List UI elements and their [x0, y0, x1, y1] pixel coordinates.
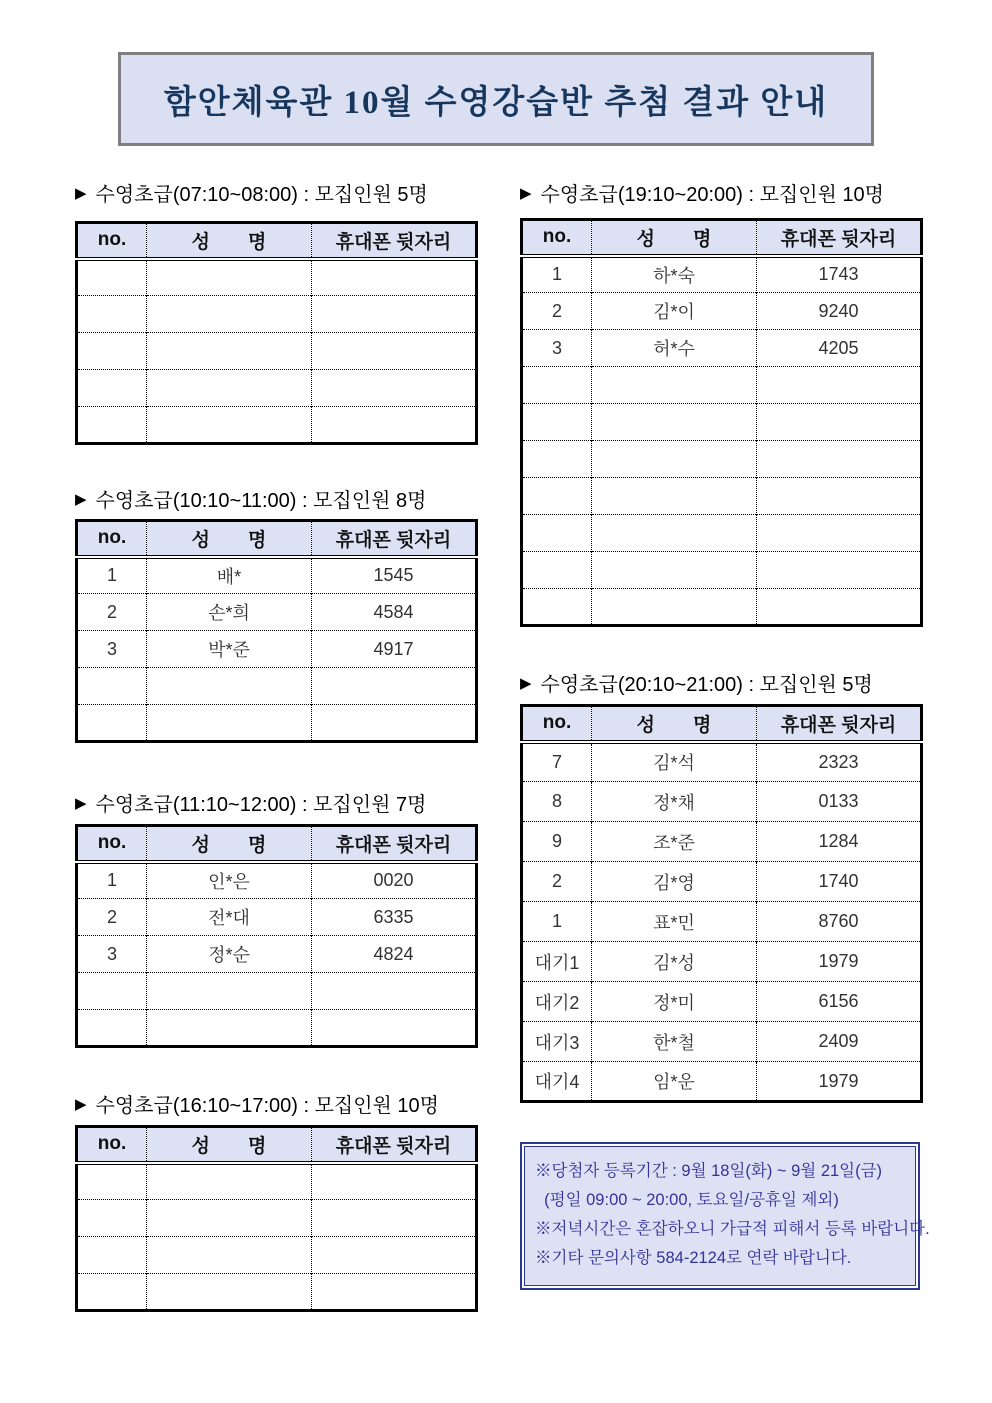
table-cell — [312, 370, 477, 407]
table-row — [522, 293, 922, 330]
column-header: 휴대폰 뒷자리 — [312, 223, 477, 259]
table-cell — [77, 333, 147, 370]
table-row — [77, 557, 477, 594]
table-cell: 한*철 — [592, 1022, 757, 1062]
table-cell: 1 — [106, 870, 117, 891]
table-cell — [312, 259, 477, 296]
column-header: 성 명 — [592, 706, 757, 742]
table-cell: 1979 — [757, 1062, 922, 1102]
table-cell: 정*순 — [147, 936, 312, 973]
table-cell: 1 — [106, 565, 117, 586]
column-header: 휴대폰 뒷자리 — [757, 220, 922, 256]
table-cell: 2 — [77, 899, 147, 936]
table-row — [522, 256, 922, 293]
table-row — [77, 1010, 477, 1047]
table-cell: 2 — [77, 594, 147, 631]
section-heading-2010 — [520, 668, 873, 697]
table-cell — [312, 705, 477, 742]
table-cell: 2 — [522, 293, 592, 330]
table-cell — [147, 1163, 312, 1200]
column-header: 성 명 — [147, 826, 312, 862]
table-cell: 8760 — [757, 902, 922, 942]
table-row — [77, 1200, 477, 1237]
table-cell: 1740 — [757, 862, 922, 902]
table-cell — [147, 333, 312, 370]
table-cell — [312, 668, 477, 705]
table-row — [77, 370, 477, 407]
table-row — [522, 552, 922, 589]
table-cell: 정*채 — [592, 782, 757, 822]
table-cell: 1284 — [757, 822, 922, 862]
table-cell — [77, 370, 147, 407]
table-cell — [77, 296, 147, 333]
table-cell — [147, 668, 312, 705]
table-cell — [757, 367, 922, 404]
column-header: 휴대폰 뒷자리 — [757, 706, 922, 742]
table-cell: 9240 — [757, 293, 922, 330]
table-cell — [522, 515, 592, 552]
table-row — [522, 589, 922, 626]
table-row — [522, 330, 922, 367]
table-cell: 1743 — [757, 256, 922, 293]
table-cell — [757, 478, 922, 515]
table-cell — [147, 973, 312, 1010]
table-cell: 김*석 — [592, 742, 757, 782]
table-row — [522, 1022, 922, 1062]
column-header: no. — [77, 1127, 147, 1163]
results-table-2010 — [520, 704, 923, 1103]
table-cell — [312, 1237, 477, 1274]
table-row — [522, 404, 922, 441]
table-cell — [147, 1010, 312, 1047]
table-row — [77, 705, 477, 742]
table-cell: 조*준 — [592, 822, 757, 862]
table-cell: 배* — [147, 557, 312, 594]
table-cell — [77, 1200, 147, 1237]
table-cell: 3 — [522, 330, 592, 367]
table-cell — [77, 705, 147, 742]
table-row — [77, 296, 477, 333]
table-cell: 김*이 — [592, 293, 757, 330]
table-row — [522, 367, 922, 404]
table-row — [522, 478, 922, 515]
table-cell — [312, 407, 477, 444]
section-heading-label: 수영초급(11:10~12:00) : 모집인원 7명 — [95, 794, 427, 816]
table-cell — [312, 296, 477, 333]
table-cell — [77, 407, 147, 444]
column-header: 휴대폰 뒷자리 — [312, 1127, 477, 1163]
table-cell — [147, 407, 312, 444]
triangle-bullet-icon: ▶ — [520, 184, 532, 202]
table-cell — [522, 367, 592, 404]
table-row — [77, 594, 477, 631]
table-cell: 표*민 — [592, 902, 757, 942]
section-heading-label: 수영초급(20:10~21:00) : 모집인원 5명 — [540, 674, 873, 696]
table-cell — [522, 441, 592, 478]
table-row — [522, 742, 922, 782]
table-cell: 4584 — [312, 594, 477, 631]
table-cell: 대기3 — [522, 1022, 592, 1062]
table-cell: 김*성 — [592, 942, 757, 982]
table-cell: 1 — [551, 264, 562, 285]
table-cell: 손*희 — [147, 594, 312, 631]
table-row — [522, 982, 922, 1022]
table-row — [77, 407, 477, 444]
table-cell — [147, 259, 312, 296]
table-cell: 3 — [77, 936, 147, 973]
section-heading-1110 — [75, 788, 426, 817]
table-row — [522, 822, 922, 862]
table-cell — [312, 1010, 477, 1047]
table-cell: 4824 — [312, 936, 477, 973]
table-cell — [757, 515, 922, 552]
table-cell — [77, 973, 147, 1010]
table-header-row — [522, 220, 922, 256]
column-header: no. — [77, 826, 147, 862]
table-cell: 6335 — [312, 899, 477, 936]
section-heading-1610 — [75, 1089, 439, 1118]
table-cell — [77, 1237, 147, 1274]
table-cell: 대기4 — [522, 1062, 592, 1102]
table-cell — [147, 1237, 312, 1274]
notice-line-registration-period: ※당첨자 등록기간 : 9월 18일(화) ~ 9월 21일(금) — [535, 1162, 883, 1180]
table-row — [522, 942, 922, 982]
table-cell — [592, 367, 757, 404]
table-cell — [77, 668, 147, 705]
triangle-bullet-icon: ▶ — [75, 490, 87, 508]
table-cell: 7 — [551, 751, 562, 772]
section-heading-label: 수영초급(07:10~08:00) : 모집인원 5명 — [95, 184, 428, 206]
table-cell: 2409 — [757, 1022, 922, 1062]
table-cell — [592, 589, 757, 626]
results-table-1610 — [75, 1125, 478, 1312]
column-header: 성 명 — [147, 223, 312, 259]
table-row — [522, 441, 922, 478]
table-cell: 허*수 — [592, 330, 757, 367]
table-cell: 인*은 — [147, 862, 312, 899]
triangle-bullet-icon: ▶ — [75, 1095, 87, 1113]
table-cell: 8 — [522, 782, 592, 822]
table-row — [522, 515, 922, 552]
table-cell — [592, 441, 757, 478]
table-row — [522, 782, 922, 822]
column-header: no. — [522, 220, 592, 256]
notice-line-hours: (평일 09:00 ~ 20:00, 토요일/공휴일 제외) — [535, 1191, 839, 1209]
column-header: 성 명 — [147, 521, 312, 557]
table-cell — [147, 1274, 312, 1311]
table-row — [522, 902, 922, 942]
table-row — [77, 936, 477, 973]
column-header: 휴대폰 뒷자리 — [312, 521, 477, 557]
triangle-bullet-icon: ▶ — [75, 794, 87, 812]
table-cell: 2323 — [757, 742, 922, 782]
table-cell — [757, 441, 922, 478]
results-table-1010 — [75, 519, 478, 743]
section-heading-1010 — [75, 484, 426, 513]
table-cell — [522, 552, 592, 589]
table-cell — [312, 973, 477, 1010]
triangle-bullet-icon: ▶ — [75, 184, 87, 202]
table-cell — [77, 1274, 147, 1311]
table-cell: 6156 — [757, 982, 922, 1022]
notice-box — [520, 1142, 930, 1290]
table-header-row — [77, 223, 477, 259]
table-cell — [147, 1200, 312, 1237]
table-cell: 0133 — [757, 782, 922, 822]
table-cell — [77, 1010, 147, 1047]
column-header: no. — [522, 706, 592, 742]
table-cell — [757, 589, 922, 626]
table-row — [77, 333, 477, 370]
results-table-1110 — [75, 824, 478, 1048]
section-heading-label: 수영초급(10:10~11:00) : 모집인원 8명 — [95, 490, 427, 512]
column-header: 성 명 — [592, 220, 757, 256]
table-row — [77, 668, 477, 705]
table-row — [77, 862, 477, 899]
table-row — [77, 631, 477, 668]
table-cell: 대기2 — [522, 982, 592, 1022]
column-header: no. — [77, 223, 147, 259]
section-heading-label: 수영초급(19:10~20:00) : 모집인원 10명 — [540, 184, 884, 206]
section-heading-1910 — [520, 178, 884, 207]
table-cell — [522, 589, 592, 626]
table-cell — [757, 404, 922, 441]
notice-line-evening: ※저녁시간은 혼잡하오니 가급적 피해서 등록 바랍니다. — [535, 1220, 930, 1238]
table-cell: 3 — [77, 631, 147, 668]
table-cell: 0020 — [312, 862, 477, 899]
table-cell: 1 — [522, 902, 592, 942]
table-cell: 정*미 — [592, 982, 757, 1022]
notice-line-contact: ※기타 문의사항 584-2124로 연락 바랍니다. — [535, 1249, 852, 1267]
table-cell: 1979 — [757, 942, 922, 982]
document-title-box — [118, 52, 874, 146]
table-cell: 2 — [522, 862, 592, 902]
notice-inner — [524, 1146, 930, 1286]
table-row — [77, 1237, 477, 1274]
table-cell — [312, 1274, 477, 1311]
table-cell: 1545 — [312, 557, 477, 594]
column-header: 성 명 — [147, 1127, 312, 1163]
column-header: 휴대폰 뒷자리 — [312, 826, 477, 862]
table-cell: 9 — [522, 822, 592, 862]
table-cell: 김*영 — [592, 862, 757, 902]
table-cell — [312, 1163, 477, 1200]
table-row — [77, 259, 477, 296]
table-row — [77, 1163, 477, 1200]
table-row — [522, 862, 922, 902]
table-cell — [147, 296, 312, 333]
section-heading-label: 수영초급(16:10~17:00) : 모집인원 10명 — [95, 1095, 439, 1117]
table-row — [77, 899, 477, 936]
section-heading-0710 — [75, 178, 428, 207]
table-header-row — [522, 706, 922, 742]
table-cell: 4205 — [757, 330, 922, 367]
table-cell — [592, 515, 757, 552]
document-title: 함안체육관 10월 수영강습반 추첨 결과 안내 — [163, 84, 829, 121]
table-row — [522, 1062, 922, 1102]
table-cell — [592, 404, 757, 441]
column-header: no. — [77, 521, 147, 557]
table-cell: 4917 — [312, 631, 477, 668]
results-table-0710 — [75, 221, 478, 445]
table-cell — [592, 552, 757, 589]
table-row — [77, 973, 477, 1010]
table-header-row — [77, 1127, 477, 1163]
table-cell — [522, 478, 592, 515]
table-cell: 하*숙 — [592, 256, 757, 293]
results-table-1910 — [520, 218, 923, 627]
table-cell — [77, 259, 147, 296]
table-row — [77, 1274, 477, 1311]
table-cell — [312, 333, 477, 370]
table-cell: 전*대 — [147, 899, 312, 936]
table-cell — [522, 404, 592, 441]
table-cell — [757, 552, 922, 589]
table-header-row — [77, 826, 477, 862]
table-cell: 임*운 — [592, 1062, 757, 1102]
table-header-row — [77, 521, 477, 557]
table-cell — [147, 705, 312, 742]
triangle-bullet-icon: ▶ — [520, 674, 532, 692]
table-cell: 대기1 — [522, 942, 592, 982]
table-cell: 박*준 — [147, 631, 312, 668]
table-cell — [592, 478, 757, 515]
table-cell — [77, 1163, 147, 1200]
table-cell — [312, 1200, 477, 1237]
table-cell — [147, 370, 312, 407]
